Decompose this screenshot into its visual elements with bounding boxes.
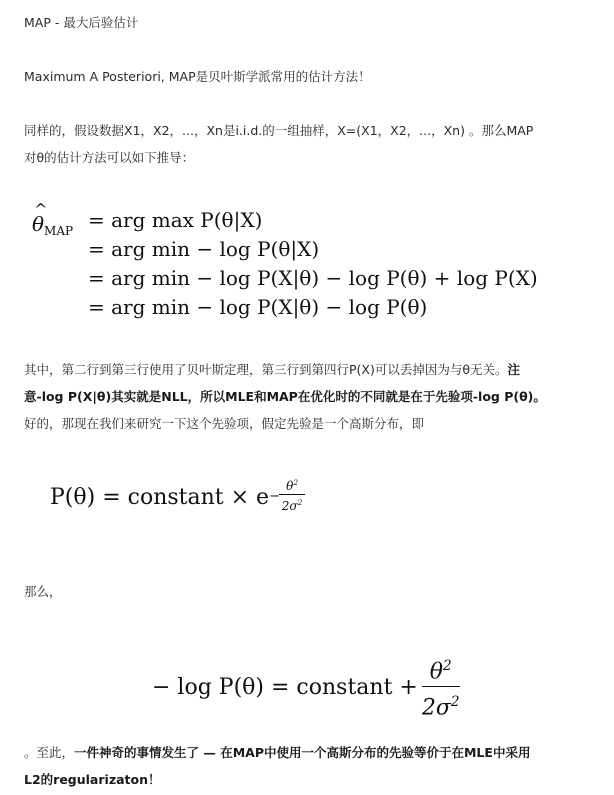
explanation-line-3: 好的，那现在我们来研究一下这个先验项，假定先验是一个高斯分布，即	[24, 416, 425, 431]
gaussian-prior-equation	[50, 478, 450, 545]
theta-hat-map-symbol: θ ^ $_{MAP}$	[32, 200, 74, 238]
conclusion-paragraph	[24, 739, 594, 793]
article	[24, 0, 594, 795]
map-derivation-equation	[32, 200, 538, 326]
conclusion-line-2: L2的regularizaton！	[24, 772, 161, 787]
derivation-row-1: = arg max P(θ|X)	[88, 208, 263, 232]
assumption-line-2: 对θ的估计方法可以如下推导：	[24, 150, 195, 165]
derivation-row-3: = arg min − log P(X|θ) − log P(θ) + log P(X)	[88, 266, 538, 290]
derivation-row-4: = arg min − log P(X|θ) − log P(θ)	[88, 295, 428, 319]
explanation-line-2: 意-log P(X|θ)其实就是NLL，所以MLE和MAP在优化时的不同就是在于先验项-log P(θ)。	[24, 389, 546, 404]
conclusion-line-1: 一件神奇的事情发生了 — 在MAP中使用一个高斯分布的先验等价于在MLE中采用	[74, 745, 531, 760]
explanation-line-1: 其中，第二行到第三行使用了贝叶斯定理，第三行到第四行P(X)可以丢掉因为与θ无关。	[24, 362, 508, 377]
explanation-bold-start: 注	[507, 362, 521, 377]
theta-squared-over-two-sigma-squared: $\frac{\theta^2}{2\sigma^2}$	[422, 652, 460, 724]
assumption-paragraph	[24, 117, 594, 171]
explanation-paragraph	[24, 356, 594, 437]
derivation-row-2: = arg min − log P(θ|X)	[88, 237, 320, 261]
gaussian-prior-lhs: P(θ) = constant × e	[50, 485, 270, 510]
negative-log-prior-equation	[152, 652, 512, 720]
intro-paragraph: Maximum A Posteriori, MAP是贝叶斯学派常用的估计方法！	[24, 69, 371, 84]
negative-log-prior-lhs: − log P(θ) = constant +	[152, 674, 418, 700]
then-paragraph: 那么，	[24, 584, 62, 599]
gaussian-exponent: − $\frac{\theta^2}{2\sigma^2}$	[269, 485, 309, 525]
article-title: MAP - 最大后验估计	[24, 15, 139, 30]
conclusion-prefix: 。至此，	[24, 745, 75, 760]
assumption-line-1: 同样的，假设数据X1，X2，...，Xn是i.i.d.的一组抽样，X=(X1，X2，...，Xn) 。那么MAP	[24, 123, 534, 138]
